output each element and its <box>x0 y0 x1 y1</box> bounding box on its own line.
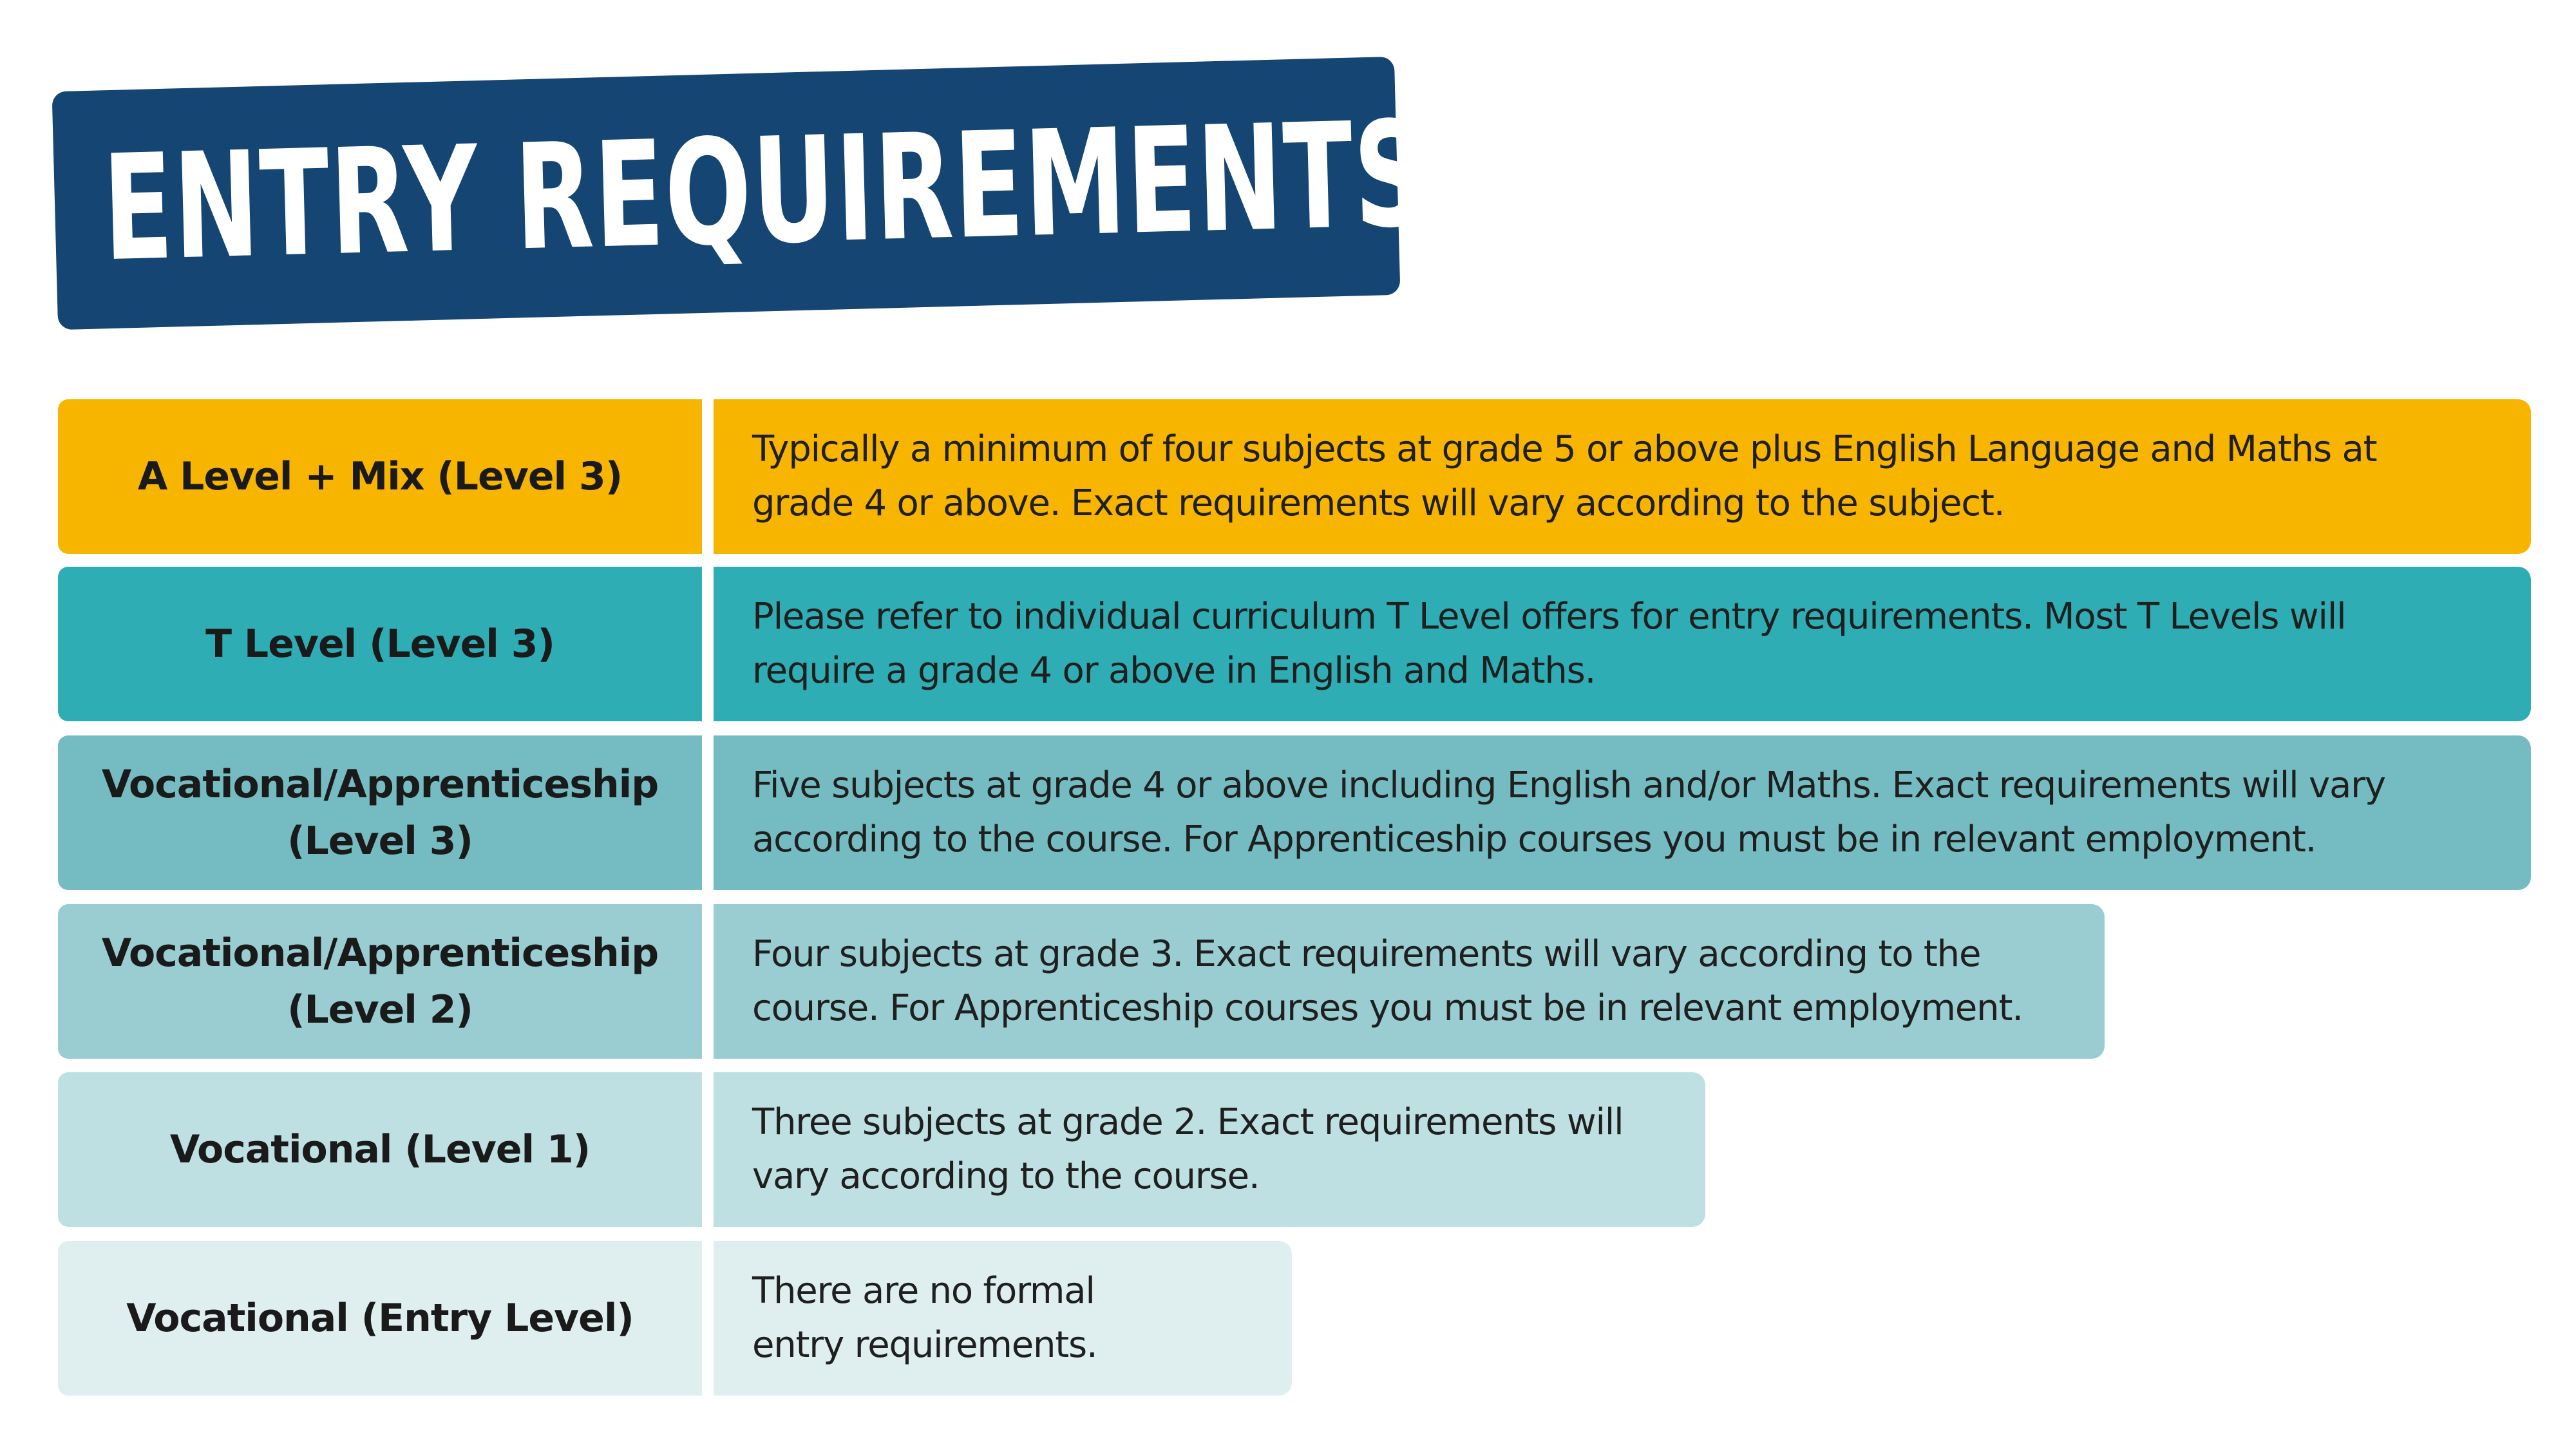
row-label-line: T Level (Level 3) <box>205 621 554 667</box>
row-description-line: entry requirements. <box>752 1324 1097 1366</box>
page-title: ENTRY REQUIREMENTS <box>100 90 1430 294</box>
row-description-cell <box>714 399 2531 554</box>
row-label-line: Vocational/Apprenticeship <box>101 762 659 807</box>
row-label <box>71 616 689 672</box>
row-description-line: Five subjects at grade 4 or above including English and/or Maths. Exact requirements will vary <box>752 764 2385 806</box>
row-description <box>752 927 2023 1036</box>
row-label-cell <box>58 567 702 721</box>
row-description-line: Please refer to individual curriculum T Level offers for entry requirements. Most T Levels will <box>752 596 2346 638</box>
row-description <box>752 1095 1624 1204</box>
row-description-line: according to the course. For Apprenticeship courses you must be in relevant employment. <box>752 819 2316 860</box>
row-description-line: grade 4 or above. Exact requirements will vary according to the subject. <box>752 482 2005 524</box>
row-label-line: A Level + Mix (Level 3) <box>137 454 623 499</box>
row-label <box>71 925 689 1038</box>
row-description <box>752 590 2346 698</box>
row-label-line: (Level 2) <box>287 987 473 1032</box>
row-label <box>71 756 689 869</box>
row-label <box>71 1121 689 1178</box>
row-label-line: Vocational/Apprenticeship <box>101 931 659 976</box>
row-label <box>71 448 689 505</box>
row-description-line: course. For Apprenticeship courses you must be in relevant employment. <box>752 987 2023 1029</box>
row-description-line: vary according to the course. <box>752 1155 1260 1197</box>
row-description-cell <box>714 904 2105 1059</box>
row-label-line: Vocational (Entry Level) <box>126 1296 634 1341</box>
row-description-cell <box>714 567 2531 721</box>
row-description <box>752 422 2376 531</box>
row-description-line: Typically a minimum of four subjects at grade 5 or above plus English Language and Maths at <box>752 428 2377 470</box>
row-description-line: There are no formal <box>752 1270 1095 1312</box>
row-description-cell <box>714 735 2531 890</box>
row-label-cell <box>58 904 702 1059</box>
title-banner <box>52 57 1430 330</box>
row-description <box>752 1264 1097 1372</box>
row-label-cell <box>58 1072 702 1227</box>
row-label-line: (Level 3) <box>287 819 473 864</box>
row-label-cell <box>58 735 702 890</box>
row-description-cell <box>714 1072 1705 1227</box>
row-label-line: Vocational (Level 1) <box>169 1127 591 1172</box>
row-label-cell <box>58 1241 702 1396</box>
row-description-cell <box>714 1241 1292 1396</box>
row-description-line: require a grade 4 or above in English and Maths. <box>752 650 1596 692</box>
row-label-cell <box>58 399 702 554</box>
row-description-line: Three subjects at grade 2. Exact requirements will <box>752 1101 1624 1143</box>
row-description <box>752 759 2385 867</box>
row-label <box>71 1290 689 1347</box>
row-description-line: Four subjects at grade 3. Exact requirements will vary according to the <box>752 933 1981 975</box>
